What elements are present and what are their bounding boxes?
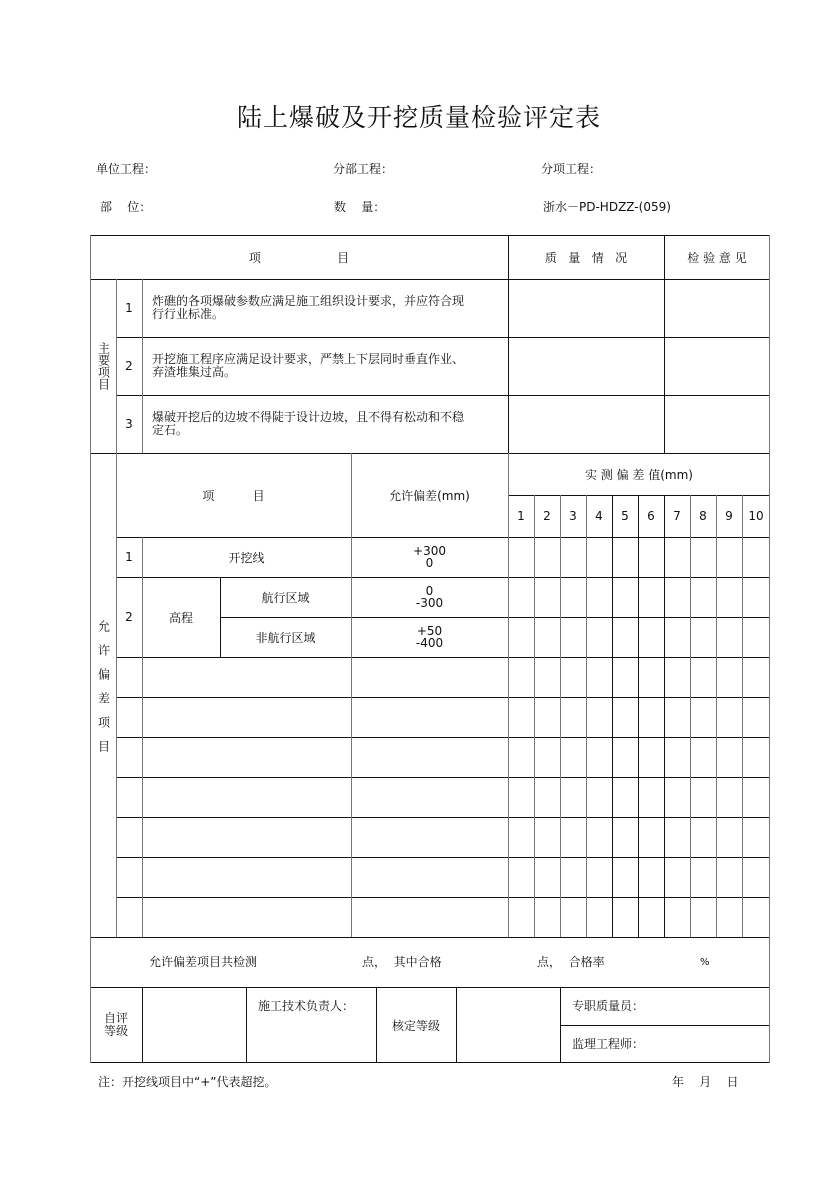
self-grade-value[interactable] <box>142 987 246 1063</box>
main-item-opinion-cell[interactable] <box>664 337 770 395</box>
main-item-text: 开挖施工程序应满足设计要求，严禁上下层同时垂直作业、弃渣堆集过高。 <box>152 352 465 379</box>
verified-grade-value[interactable] <box>456 987 560 1063</box>
location-label: 部 位： <box>100 200 152 214</box>
subitem-project-label: 分项工程： <box>541 162 602 176</box>
quality-officer-label: 专职质量员： <box>572 999 645 1013</box>
point-number: 9 <box>725 509 733 523</box>
tolerance-lower: 0 <box>425 556 434 570</box>
main-item-quality-cell[interactable] <box>508 337 664 395</box>
main-item-no: 2 <box>125 359 133 373</box>
main-item-no: 1 <box>125 301 133 315</box>
tolerance-item-header: 项 目 <box>202 488 265 503</box>
point-number: 7 <box>673 509 681 523</box>
date-label: 年 月 日 <box>672 1075 739 1089</box>
point-number: 4 <box>595 509 603 523</box>
point-number: 5 <box>621 509 629 523</box>
header-quality: 质 量 情 况 <box>544 251 628 265</box>
footer-note: 注：开挖线项目中“+”代表超挖。 <box>98 1075 277 1089</box>
tolerance-range <box>351 617 508 657</box>
header-item: 项 目 <box>248 251 350 265</box>
supervisor-label: 监理工程师： <box>572 1037 645 1051</box>
main-item-no: 3 <box>125 417 133 431</box>
tolerance-range <box>351 577 508 617</box>
summary-rate-label: 点， 合格率 <box>537 955 605 969</box>
tech-lead-label: 施工技术负责人： <box>258 999 355 1013</box>
unit-project-label: 单位工程： <box>96 162 157 176</box>
main-item-text: 爆破开挖后的边坡不得陡于设计边坡，且不得有松动和不稳定石。 <box>152 410 465 437</box>
tolerance-row-name: 开挖线 <box>228 550 265 565</box>
point-number: 10 <box>748 509 764 523</box>
tolerance-upper: +50 <box>416 624 443 638</box>
point-number: 6 <box>647 509 655 523</box>
tolerance-upper: 0 <box>425 584 434 598</box>
document-code: 浙水－PD-HDZZ-(059) <box>543 200 671 214</box>
division-project-label: 分部工程： <box>333 162 394 176</box>
summary-pass-label: 点， 其中合格 <box>362 955 442 969</box>
tolerance-lower: -400 <box>415 636 444 650</box>
tolerance-row-no: 1 <box>125 550 133 564</box>
main-item-quality-cell[interactable] <box>508 395 664 453</box>
tolerance-items-label: 允许偏差项目 <box>96 620 111 764</box>
point-number: 3 <box>569 509 577 523</box>
tolerance-sub-name: 航行区域 <box>261 590 310 605</box>
tolerance-upper: +300 <box>413 544 446 558</box>
main-item-opinion-cell[interactable] <box>664 395 770 453</box>
tolerance-value-header: 允许偏差(mm) <box>389 488 470 503</box>
measured-deviation-header: 实 测 偏 差 值(mm) <box>584 467 693 482</box>
point-number: 8 <box>699 509 707 523</box>
quantity-label: 数 量： <box>334 200 386 214</box>
tolerance-lower: -300 <box>415 596 444 610</box>
tolerance-row-no: 2 <box>125 610 133 624</box>
self-grade-label: 自评等级 <box>103 1011 128 1038</box>
verified-grade-label: 核定等级 <box>391 1018 440 1033</box>
main-item-text: 炸礁的各项爆破参数应满足施工组织设计要求，并应符合现行行业标准。 <box>152 294 465 321</box>
header-opinion: 检 验 意 见 <box>687 251 747 265</box>
tolerance-range <box>351 537 508 577</box>
main-items-label: 主要项目 <box>96 342 111 390</box>
main-item-quality-cell[interactable] <box>508 279 664 337</box>
tolerance-group-name: 高程 <box>168 610 193 625</box>
point-number: 2 <box>543 509 551 523</box>
page-title: 陆上爆破及开挖质量检验评定表 <box>236 103 601 132</box>
point-number: 1 <box>517 509 525 523</box>
tolerance-sub-name: 非航行区域 <box>255 630 316 645</box>
summary-total-label: 允许偏差项目共检测 <box>149 955 258 969</box>
percent-sign: % <box>700 957 710 968</box>
main-item-opinion-cell[interactable] <box>664 279 770 337</box>
